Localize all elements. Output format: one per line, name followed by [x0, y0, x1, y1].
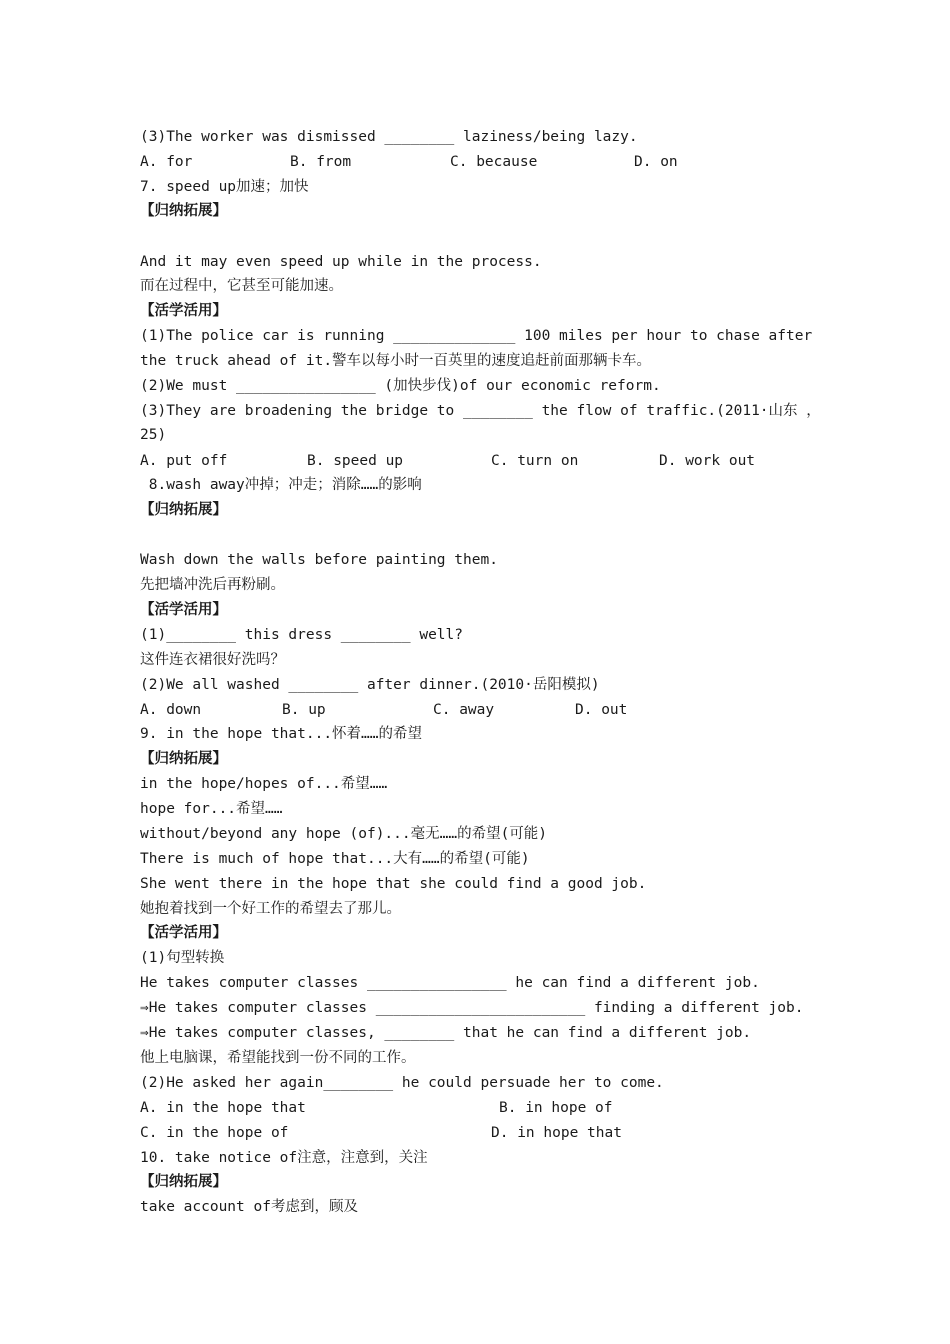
question-line: (2)We must ________________ (加快步伐)of our economic reform.	[140, 378, 661, 394]
option-d: D. on	[634, 154, 678, 170]
expansion-line: There is much of hope that...大有……的希望(可能)	[140, 851, 530, 867]
subheading: 【归纳拓展】	[140, 203, 227, 219]
expansion-line: take account of考虑到，顾及	[140, 1199, 358, 1215]
question-line: 他上电脑课，希望能找到一份不同的工作。	[140, 1050, 416, 1066]
option-a: A. put off	[140, 453, 228, 469]
option-c: C. in the hope of	[140, 1125, 289, 1141]
expansion-line: without/beyond any hope (of)...毫无……的希望(可能)	[140, 826, 548, 842]
option-d: D. work out	[659, 453, 756, 469]
example-translation: 而在过程中，它甚至可能加速。	[140, 278, 343, 294]
option-b: B. from	[290, 154, 352, 170]
option-a: A. down	[140, 702, 202, 718]
example-sentence: She went there in the hope that she could find a good job.	[140, 876, 647, 892]
example-sentence: And it may even speed up while in the process.	[140, 254, 542, 270]
option-a: A. for	[140, 154, 193, 170]
subheading: 【归纳拓展】	[140, 751, 227, 767]
option-c: C. turn on	[491, 453, 579, 469]
question-line: (1)________ this dress ________ well?	[140, 627, 464, 643]
section-title: 8.wash away冲掉；冲走；消除……的影响	[140, 477, 422, 493]
question-line: ⇒He takes computer classes, ________ that he can find a different job.	[140, 1025, 752, 1041]
subheading: 【归纳拓展】	[140, 1174, 227, 1190]
example-sentence: Wash down the walls before painting them.	[140, 552, 498, 568]
section-title: 9. in the hope that...怀着……的希望	[140, 726, 423, 742]
question-line: 这件连衣裙很好洗吗？	[140, 652, 285, 668]
example-translation: 她抱着找到一个好工作的希望去了那儿。	[140, 901, 401, 917]
subheading: 【活学活用】	[140, 303, 227, 319]
option-d: D. out	[575, 702, 628, 718]
section-title: 7. speed up加速；加快	[140, 179, 309, 195]
question-line: He takes computer classes ________________ he can find a different job.	[140, 975, 760, 991]
question-line: (1)句型转换	[140, 950, 225, 966]
option-a: A. in the hope that	[140, 1100, 306, 1116]
option-d: D. in hope that	[491, 1125, 622, 1141]
option-b: B. up	[282, 702, 326, 718]
section-title: 10. take notice of注意，注意到，关注	[140, 1150, 428, 1166]
question-line: the truck ahead of it.警车以每小时一百英里的速度追赶前面那辆卡车。	[140, 353, 652, 369]
question-line: (3)They are broadening the bridge to ________ the flow of traffic.(2011·山东 ，	[140, 403, 821, 419]
question-line: ⇒He takes computer classes ________________________ finding a different job.	[140, 1000, 804, 1016]
option-c: C. away	[433, 702, 495, 718]
example-translation: 先把墙冲洗后再粉刷。	[140, 577, 285, 593]
question-line: (2)He asked her again________ he could persuade her to come.	[140, 1075, 664, 1091]
question-line: (3)The worker was dismissed ________ laziness/being lazy.	[140, 129, 638, 145]
subheading: 【归纳拓展】	[140, 502, 227, 518]
option-c: C. because	[450, 154, 538, 170]
expansion-line: hope for...希望……	[140, 801, 283, 817]
option-b: B. speed up	[307, 453, 404, 469]
subheading: 【活学活用】	[140, 602, 227, 618]
subheading: 【活学活用】	[140, 925, 227, 941]
option-b: B. in hope of	[499, 1100, 613, 1116]
question-line: (1)The police car is running ______________ 100 miles per hour to chase after	[140, 328, 813, 344]
expansion-line: in the hope/hopes of...希望……	[140, 776, 388, 792]
question-line: (2)We all washed ________ after dinner.(2010·岳阳模拟)	[140, 677, 600, 693]
question-line: 25)	[140, 427, 167, 443]
